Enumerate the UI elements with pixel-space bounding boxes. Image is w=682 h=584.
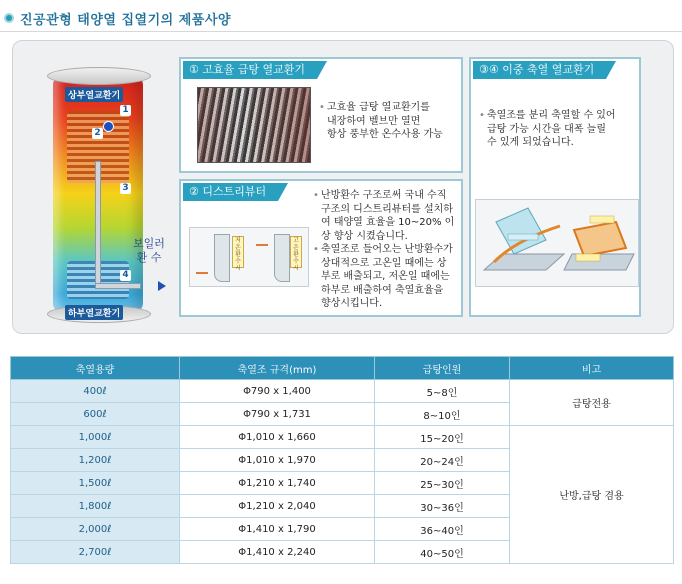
persons-cell: 5~8인 (375, 380, 510, 403)
feature-heading: ① 고효율 급탕 열교환기 (183, 61, 317, 79)
persons-cell: 30~36인 (375, 495, 510, 518)
dimension-cell: Φ1,410 x 2,240 (180, 541, 375, 564)
boiler-return-line1: 보일러 (133, 237, 165, 250)
stratification-graphic (476, 200, 638, 286)
persons-cell: 15~20인 (375, 426, 510, 449)
marker-dot-2 (103, 121, 114, 132)
dimension-cell: Φ1,010 x 1,970 (180, 449, 375, 472)
page-title: 진공관형 태양열 집열기의 제품사양 (20, 12, 231, 28)
tag-high-temp: 고온환수시 (290, 236, 302, 268)
arrow-icon (196, 272, 208, 274)
capacity-cell: 600ℓ (11, 403, 180, 426)
pipe-left (214, 234, 230, 282)
lower-exchanger-label: 하부열교환기 (65, 305, 123, 320)
bullet-icon (4, 13, 14, 23)
capacity-cell: 1,000ℓ (11, 426, 180, 449)
tank-top-cap (47, 67, 151, 85)
column-header-note: 비고 (510, 357, 674, 380)
text-line: 향상시킵니다. (321, 298, 383, 309)
distributor-diagram (189, 227, 309, 287)
feature-description: • 난방환수 구조로써 국내 수직 구조의 디스트리뷰터를 설치하 여 태양열 효율을 10~20% 이 상 향상 시켰습니다. • 축열조로 들어오는 난방환수가 상대적으로 고온일 때에는 상 부로 배출되고, 저온일 때에는 하부로 배출하여 축열효율을 향상시킵니다. (313, 189, 463, 311)
dimension-cell: Φ1,010 x 1,660 (180, 426, 375, 449)
dimension-cell: Φ790 x 1,400 (180, 380, 375, 403)
feature-box-hot-water-exchanger (179, 57, 463, 173)
capacity-cell: 2,700ℓ (11, 541, 180, 564)
column-header-capacity: 축열용량 (11, 357, 180, 380)
boiler-return-label (129, 237, 169, 265)
coil-photo (197, 87, 311, 163)
text-line: 항상 풍부한 온수사용 가능 (327, 129, 443, 140)
boiler-return-line2: 환 수 (136, 251, 162, 264)
storage-tank-illustration (43, 65, 153, 325)
capacity-cell: 2,000ℓ (11, 518, 180, 541)
distributor-pipe (95, 161, 101, 287)
table-row (11, 426, 674, 449)
text-line: 여 태양열 효율을 10~20% 이 (321, 217, 455, 228)
note-cell: 급탕전용 (510, 380, 674, 426)
arrow-icon (256, 244, 268, 246)
note-cell: 난방,급탕 겸용 (510, 426, 674, 564)
pipe-right (274, 234, 290, 282)
persons-cell: 8~10인 (375, 403, 510, 426)
table-row (11, 380, 674, 403)
dimension-cell: Φ1,410 x 1,790 (180, 518, 375, 541)
dimension-cell: Φ1,210 x 2,040 (180, 495, 375, 518)
persons-cell: 20~24인 (375, 449, 510, 472)
marker-3: 3 (120, 183, 131, 194)
capacity-cell: 1,200ℓ (11, 449, 180, 472)
marker-2: 2 (92, 128, 103, 139)
boiler-return-pipe (95, 283, 141, 289)
feature-description: • 축열조를 분리 축열할 수 있어 급탕 가능 시간을 대폭 늘릴 수 있게 되었습니다. (479, 109, 639, 150)
arrow-right-icon (158, 281, 166, 291)
persons-cell: 40~50인 (375, 541, 510, 564)
dimension-cell: Φ790 x 1,731 (180, 403, 375, 426)
feature-box-distributor (179, 179, 463, 317)
divider (0, 31, 682, 32)
column-header-dimensions: 축열조 규격(mm) (180, 357, 375, 380)
capacity-cell: 1,500ℓ (11, 472, 180, 495)
feature-box-dual-storage-exchanger (469, 57, 641, 317)
persons-cell: 36~40인 (375, 518, 510, 541)
capacity-cell: 1,800ℓ (11, 495, 180, 518)
capacity-cell: 400ℓ (11, 380, 180, 403)
stratification-diagram (475, 199, 639, 287)
text-line: 구조의 디스트리뷰터를 설치하 (321, 203, 453, 215)
feature-description: • 고효율 급탕 열교환기를 내장하여 벨브만 열면 항상 풍부한 온수사용 가능 (319, 102, 443, 140)
text-line: 축열조로 들어오는 난방환수가 (320, 244, 453, 255)
marker-4: 4 (120, 270, 131, 281)
product-panel (12, 40, 674, 334)
text-line: 고효율 급탕 열교환기를 (326, 102, 430, 113)
column-header-persons: 급탕인원 (375, 357, 510, 380)
text-line: 상 향상 시켰습니다. (321, 230, 408, 242)
text-line: 상대적으로 고온일 때에는 상 (321, 257, 447, 269)
text-line: 부로 배출되고, 저온일 때에는 (321, 271, 450, 282)
text-line: 수 있게 되었습니다. (487, 137, 574, 148)
spec-table (10, 356, 674, 564)
text-line: 급탕 가능 시간을 대폭 늘릴 (487, 123, 606, 135)
marker-1: 1 (120, 105, 131, 116)
text-line: 내장하여 벨브만 열면 (327, 115, 421, 127)
persons-cell: 25~30인 (375, 472, 510, 495)
text-line: 축열조를 분리 축열할 수 있어 (486, 110, 616, 121)
table-header-row (11, 357, 674, 380)
feature-heading: ② 디스트리뷰터 (183, 183, 278, 201)
feature-heading: ③④ 이중 축열 열교환기 (473, 61, 606, 79)
tag-low-temp: 저온환수시 (232, 236, 244, 268)
page-header (4, 8, 231, 28)
text-line: 하부로 배출하여 축열효율을 (321, 284, 444, 296)
upper-exchanger-label: 상부열교환기 (65, 87, 123, 102)
dimension-cell: Φ1,210 x 1,740 (180, 472, 375, 495)
text-line: 난방환수 구조로써 국내 수직 (320, 190, 447, 201)
